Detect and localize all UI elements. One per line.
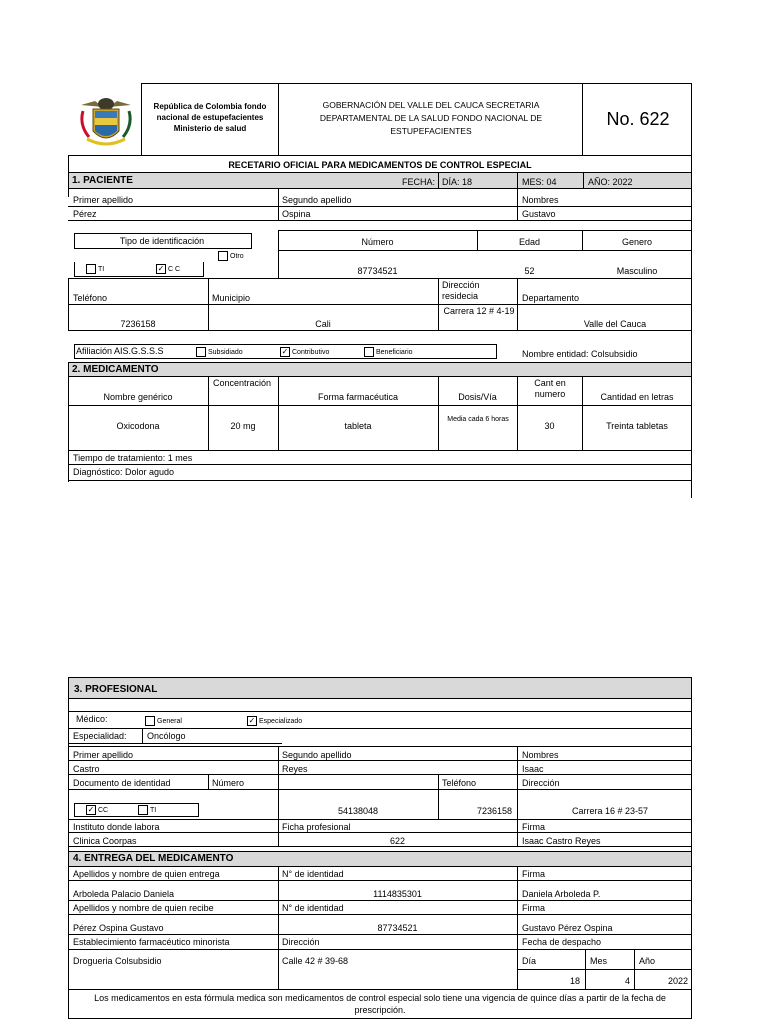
entrega-nombre: Arboleda Palacio Daniela [73, 889, 175, 899]
prof-telefono-label: Teléfono [442, 778, 477, 788]
primer-apellido-label: Primer apellido [73, 195, 134, 205]
especialidad: Oncólogo [147, 731, 186, 741]
fecha-label: FECHA: [401, 177, 435, 187]
ficha-label: Ficha profesional [282, 822, 351, 832]
fecha-dia: DÍA: 18 [442, 177, 473, 187]
section-entrega: 4. ENTREGA DEL MEDICAMENTO [73, 853, 234, 864]
prof-cc-checkbox[interactable]: ✓ [87, 805, 95, 815]
especializado-option[interactable]: ✓ Especializado [248, 716, 303, 726]
med-letras: Treinta tabletas [606, 421, 668, 431]
contributivo-checkbox[interactable]: ✓ [281, 347, 289, 357]
col-forma: Forma farmacéutica [317, 392, 399, 402]
section-paciente: 1. PACIENTE [72, 175, 133, 186]
col-cant: Cant en numero [534, 378, 566, 399]
col-concentracion: Concentración [212, 378, 272, 388]
recibe-id-label: N° de identidad [282, 903, 344, 913]
especialidad-label: Especialidad: [73, 731, 127, 741]
footer-note: Los medicamentos en esta fórmula medica son medicamentos de control especial solo tiene una vigencia de quince días a partir de la fecha de prescripción. [94, 993, 666, 1015]
ti-option[interactable]: TI [86, 264, 104, 275]
prof-ti-checkbox[interactable] [138, 805, 148, 815]
prof-ti-option[interactable]: TI [138, 805, 156, 816]
entrega-firma: Daniela Arboleda P. [522, 889, 601, 899]
recibe-label: Apellidos y nombre de quien recibe [73, 903, 214, 913]
edad-label: Edad [518, 237, 541, 247]
med-cantidad: 30 [544, 421, 555, 431]
recibe-firma-label: Firma [522, 903, 545, 913]
genero: Masculino [616, 266, 658, 276]
segundo-apellido-label: Segundo apellido [282, 195, 352, 205]
section-medicamento: 2. MEDICAMENTO [72, 364, 159, 375]
especializado-checkbox[interactable]: ✓ [248, 716, 256, 726]
form-number: No. 622 [606, 109, 670, 129]
prof-nombres-label: Nombres [522, 750, 559, 760]
establecimiento-label: Establecimiento farmacéutico minorista [73, 937, 230, 947]
fecha-mes: MES: 04 [522, 177, 557, 187]
departamento: Valle del Cauca [583, 319, 647, 329]
ti-checkbox[interactable] [86, 264, 96, 274]
primer-apellido: Pérez [73, 209, 97, 219]
instituto: Clinica Coorpas [73, 836, 137, 846]
section-profesional: 3. PROFESIONAL [74, 684, 158, 695]
prof-segundo-apellido: Reyes [282, 764, 308, 774]
general-checkbox[interactable] [145, 716, 155, 726]
despacho-mes-label: Mes [590, 956, 608, 966]
recibe-firma: Gustavo Pérez Ospina [522, 923, 613, 933]
prof-numero: 54138048 [337, 806, 379, 816]
fecha-anio: AÑO: 2022 [588, 177, 633, 187]
tiempo-tratamiento: Tiempo de tratamiento: 1 mes [73, 453, 193, 463]
entrega-id: 1114835301 [373, 889, 422, 899]
despacho-dia-label: Día [522, 956, 537, 966]
diagnostico: Diagnóstico: Dolor agudo [73, 467, 175, 477]
prof-numero-label: Número [212, 778, 245, 788]
telefono-label: Teléfono [73, 293, 108, 303]
prof-segundo-apellido-label: Segundo apellido [282, 750, 352, 760]
fecha-despacho-label: Fecha de despacho [522, 937, 602, 947]
municipio: Cali [315, 319, 331, 329]
col-dosis: Dosis/Vía [458, 392, 497, 402]
numero-label: Número [361, 237, 394, 247]
general-option[interactable]: General [145, 716, 182, 727]
nombres: Gustavo [522, 209, 556, 219]
nombre-entidad: Nombre entidad: Colsubsidio [522, 349, 638, 359]
numero-id: 87734521 [357, 266, 398, 276]
despacho-mes: 4 [624, 976, 630, 986]
prof-firma-label: Firma [522, 822, 545, 832]
edad: 52 [524, 266, 535, 276]
prof-nombres: Isaac [522, 764, 544, 774]
recibe-nombre: Pérez Ospina Gustavo [73, 923, 164, 933]
subsidiado-option[interactable]: Subsidiado [196, 347, 243, 358]
direccion: Carrera 12 # 4-19 [443, 306, 515, 316]
med-dosis: Media cada 6 horas [447, 416, 509, 423]
prof-direccion: Carrera 16 # 23-57 [571, 806, 649, 816]
segundo-apellido: Ospina [282, 209, 311, 219]
ficha: 622 [389, 836, 406, 846]
prof-firma: Isaac Castro Reyes [522, 836, 601, 846]
agency-text: GOBERNACIÓN DEL VALLE DEL CAUCA SECRETARIA DEPARTAMENTAL DE LA SALUD FONDO NACIONAL DE ESTUPEFACIENTES [319, 100, 543, 136]
contributivo-option[interactable]: ✓ Contributivo [281, 347, 330, 357]
entrega-id-label: N° de identidad [282, 869, 344, 879]
beneficiario-option[interactable]: Beneficiario [364, 347, 413, 358]
departamento-label: Departamento [522, 293, 580, 303]
despacho-anio: 2022 [667, 976, 688, 986]
issuer-text: República de Colombia fondo nacional de estupefacientes Ministerio de salud [153, 102, 267, 133]
med-concentracion: 20 mg [230, 421, 256, 431]
entrega-firma-label: Firma [522, 869, 545, 879]
prof-direccion-label: Dirección [522, 778, 560, 788]
instituto-label: Instituto donde labora [73, 822, 160, 832]
cc-option[interactable]: ✓ C C [157, 264, 181, 274]
medico-label: Médico: [76, 714, 108, 724]
cc-checkbox[interactable]: ✓ [157, 264, 165, 274]
establecimiento: Drogueria Colsubsidio [73, 956, 162, 966]
form-title: RECETARIO OFICIAL PARA MEDICAMENTOS DE CONTROL ESPECIAL [228, 160, 532, 170]
prof-primer-apellido-label: Primer apellido [73, 750, 134, 760]
entrega-label: Apellidos y nombre de quien entrega [73, 869, 220, 879]
documento-label: Documento de identidad [73, 778, 171, 788]
municipio-label: Municipio [212, 293, 251, 303]
prof-cc-option[interactable]: ✓ CC [87, 805, 109, 815]
tipo-id-label: Tipo de identificación [119, 236, 205, 246]
prof-primer-apellido: Castro [73, 764, 100, 774]
direccion-label: Dirección residecia [442, 280, 480, 301]
entrega-direccion-label: Dirección [282, 937, 320, 947]
despacho-anio-label: Año [639, 956, 656, 966]
otro-checkbox[interactable] [218, 251, 228, 261]
entrega-direccion: Calle 42 # 39-68 [282, 956, 349, 966]
otro-option[interactable]: Otro [218, 251, 244, 262]
genero-label: Genero [621, 237, 653, 247]
med-generico: Oxicodona [116, 421, 160, 431]
col-generico: Nombre genérico [103, 392, 173, 402]
afiliacion-label: Afiliación AIS.G.S.S.S [76, 346, 164, 356]
med-forma: tableta [344, 421, 372, 431]
nombres-label: Nombres [522, 195, 559, 205]
subsidiado-checkbox[interactable] [196, 347, 206, 357]
telefono: 7236158 [120, 319, 156, 329]
recibe-id: 87734521 [377, 923, 418, 933]
col-letras: Cantidad en letras [600, 392, 674, 402]
despacho-dia: 18 [569, 976, 580, 986]
prof-telefono: 7236158 [476, 806, 512, 816]
coat-of-arms-logo [75, 95, 137, 153]
beneficiario-checkbox[interactable] [364, 347, 374, 357]
